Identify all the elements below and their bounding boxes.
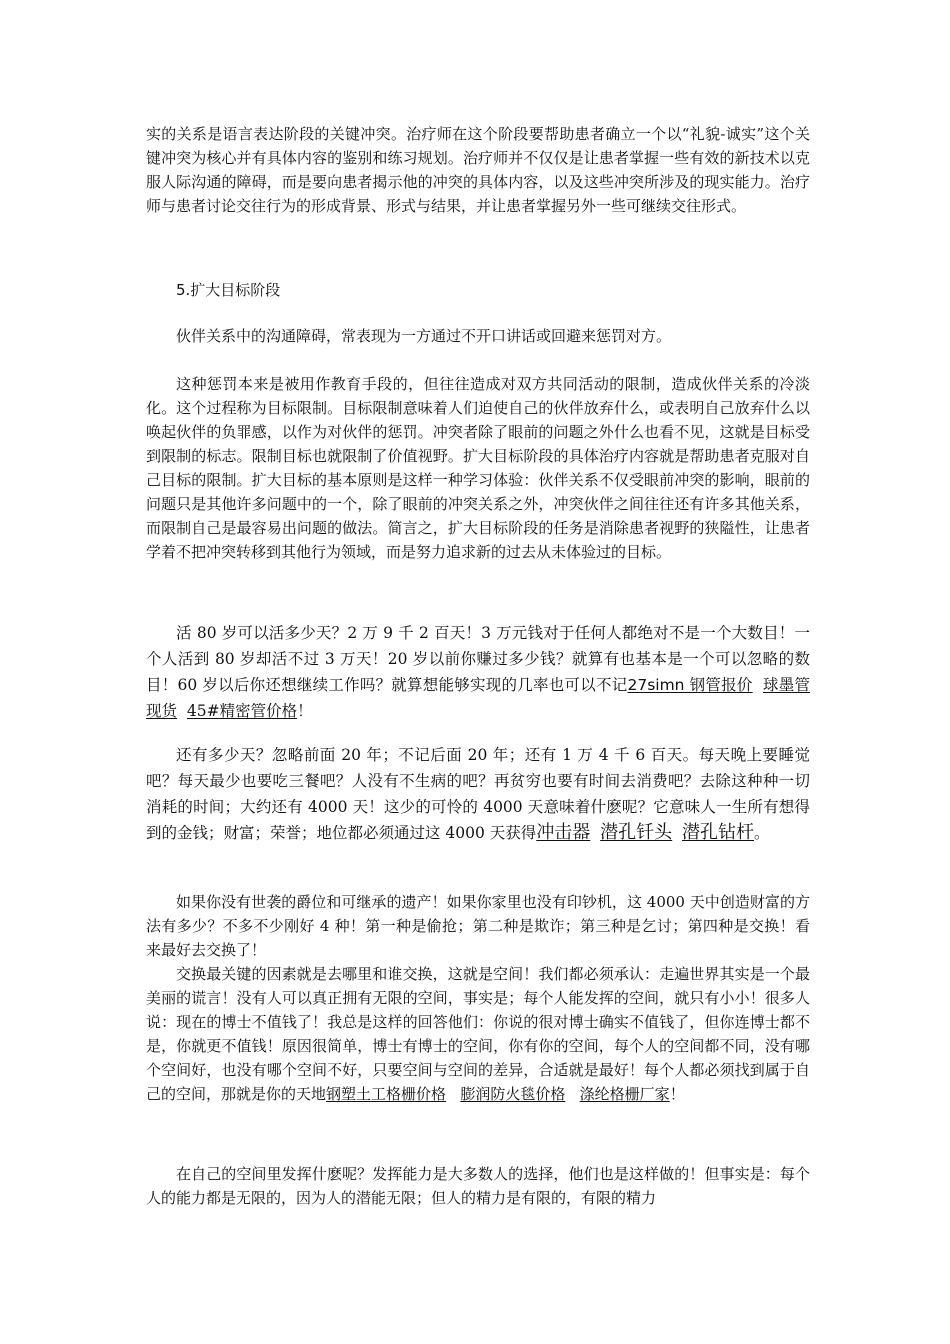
link-27simn-pipe-price[interactable]: 27simn 钢管报价	[627, 676, 753, 694]
link-impactor[interactable]: 冲击器	[536, 822, 591, 843]
paragraph-text: 在自己的空间里发挥什麽呢？发挥能力是大多数人的选择，他们也是这样做的！但事实是：每个人的能力都是无限的，因为人的潜能无限；但人的精力是有限的，有限的精力	[146, 1165, 810, 1207]
paragraph-days-left	[146, 742, 810, 846]
paragraph-goal-restriction	[146, 372, 810, 564]
paragraph-text: 实的关系是语言表达阶段的关键冲突。治疗师在这个阶段要帮助患者确立一个以“礼貌-诚实”这个关键冲突为核心并有具体内容的鉴别和练习规划。治疗师并不仅仅是让患者掌握一些有效的新技术以克服人际沟通的障碍，而是要向患者揭示他的冲突的具体内容，以及这些冲突所涉及的现实能力。治疗师与患者讨论交往行为的形成背景、形式与结果，并让患者掌握另外一些可继续交往形式。	[146, 125, 810, 215]
paragraph-80-years	[146, 620, 810, 724]
paragraph-text	[146, 962, 810, 1106]
link-dth-drill-rod[interactable]: 潜孔钻杆	[682, 822, 755, 843]
paragraph-wealth-methods	[146, 890, 810, 962]
section-heading	[146, 278, 810, 302]
link-dth-bit[interactable]: 潜孔钎头	[600, 822, 673, 843]
paragraph-end-mark: 。	[754, 824, 770, 842]
paragraph-text: 这种惩罚本来是被用作教育手段的，但往往造成对双方共同活动的限制，造成伙伴关系的冷淡化。这个过程称为目标限制。目标限制意味着人们迫使自己的伙伴放弃什么，或表明自己放弃什么以唤起伙伴的负罪感，以作为对伙伴的惩罚。冲突者除了眼前的问题之外什么也看不见，这就是目标受到限制的标志。限制目标也就限制了价值视野。扩大目标阶段的具体治疗内容就是帮助患者克服对自己目标的限制。扩大目标的基本原则是这样一种学习体验：伙伴关系不仅受眼前冲突的影响，眼前的问题只是其他许多问题中的一个，除了眼前的冲突关系之外，冲突伙伴之间往往还有许多其他关系，而限制自己是最容易出问题的做法。简言之，扩大目标阶段的任务是消除患者视野的狭隘性，让患者学着不把冲突转移到其他行为领域，而是努力追求新的过去从未体验过的目标。	[146, 375, 810, 561]
paragraph-end-mark: ！	[297, 702, 313, 720]
paragraph-communication-barrier	[146, 324, 810, 348]
paragraph-ability	[146, 1162, 810, 1210]
link-polyester-grid-factory[interactable]: 涤纶格栅厂家	[579, 1085, 670, 1103]
paragraph-space	[146, 962, 810, 1106]
link-45-precision-pipe-price[interactable]: 45#精密管价格	[186, 702, 298, 720]
paragraph-text	[146, 620, 810, 724]
paragraph-end-mark: ！	[669, 1085, 685, 1103]
paragraph-body-text: 交换最关键的因素就是去哪里和谁交换，这就是空间！我们都必须承认：走遍世界其实是一个最美丽的谎言！没有人可以真正拥有无限的空间，事实是；每个人能发挥的空间，就只有小小！很多人说：现在的博士不值钱了！我总是这样的回答他们：你说的很对博士确实不值钱了，但你连博士都不是，你就更不值钱！原因很简单，博士有博士的空间，你有你的空间，每个人的空间都不同，没有哪个空间好，也没有哪个空间不好，只要空间与空间的差异，合适就是最好！每个人都必须找到属于自己的空间，那就是你的天地	[146, 965, 810, 1103]
link-geogrid-price[interactable]: 钢塑土工格栅价格	[326, 1085, 447, 1103]
paragraph-text: 伙伴关系中的沟通障碍，常表现为一方通过不开口讲话或回避来惩罚对方。	[176, 327, 672, 345]
link-ductile-pipe-stock[interactable]: 球墨管现货	[146, 676, 810, 720]
paragraph-body-text: 活 80 岁可以活多少天？2 万 9 千 2 百天！3 万元钱对于任何人都绝对不是一个大数目！一个人活到 80 岁却活不过 3 万天！20 岁以前你赚过多少钱？就算有也基本是一个可以忽略的数目！60 岁以后你还想继续工作吗？就算想能够实现的几率也可以不记	[146, 624, 810, 694]
paragraph-body-text: 还有多少天？忽略前面 20 年；不记后面 20 年；还有 1 万 4 千 6 百天。每天晚上要睡觉吧？每天最少也要吃三餐吧？人没有不生病的吧？再贫穷也要有时间去消费吧？去除这种种一切消耗的时间；大约还有 4000 天！这少的可怜的 4000 天意味着什麽呢？它意味人一生所有想得到的金钱；财富；荣誉；地位都必须通过这 4000 天获得	[146, 746, 810, 842]
link-bentonite-blanket-price[interactable]: 膨润防火毯价格	[460, 1085, 566, 1103]
heading-expand-goal-stage: 5.扩大目标阶段	[176, 281, 281, 299]
paragraph-treatment-stage	[146, 122, 810, 218]
paragraph-text: 如果你没有世袭的爵位和可继承的遗产！如果你家里也没有印钞机，这 4000 天中创造财富的方法有多少？不多不少刚好 4 种！第一种是偷抢；第二种是欺诈；第三种是乞讨；第四种是交换！看来最好去交换了！	[146, 893, 810, 959]
paragraph-text	[146, 742, 810, 846]
